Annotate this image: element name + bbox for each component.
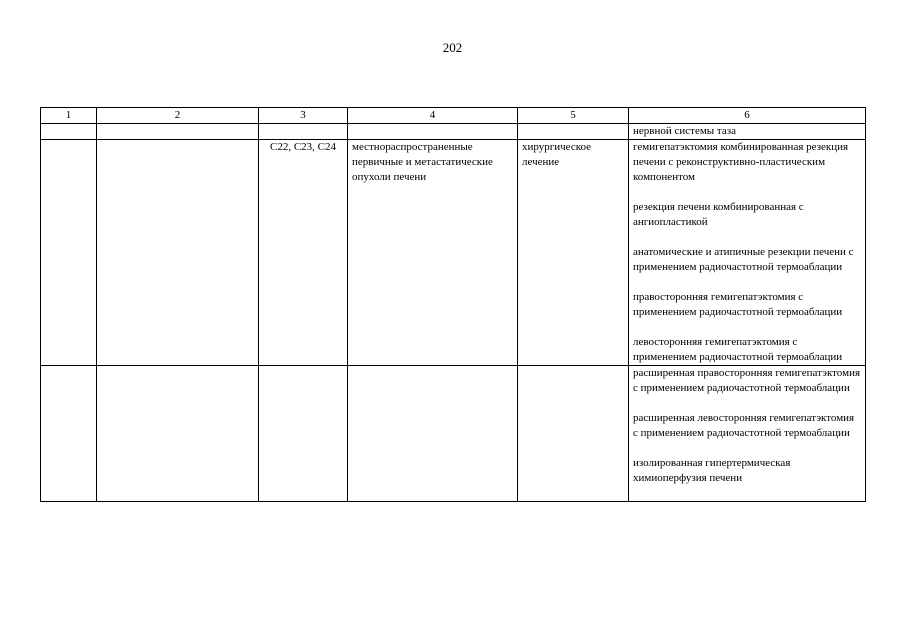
treatment-method: гемигепатэктомия комбинированная резекция печени с реконструктивно-пластическим компонентом: [633, 141, 849, 183]
cell-col1: [41, 366, 97, 502]
column-header: 5: [518, 108, 629, 124]
table-row: [41, 124, 866, 140]
treatment-method: правосторонняя гемигепатэктомия с применением радиочастотной термоаблации: [633, 291, 843, 318]
cell-col2: [97, 124, 259, 140]
table-row: [41, 366, 866, 502]
column-header: 4: [348, 108, 518, 124]
cell-col5: [518, 124, 629, 140]
treatment-method: левосторонняя гемигепатэктомия с применением радиочастотной термоаблации: [633, 336, 843, 363]
treatment-method: анатомические и атипичные резекции печени с применением радиочастотной термоаблации: [633, 246, 854, 273]
treatment-method: расширенная правосторонняя гемигепатэктомия с применением радиочастотной термоаблации: [633, 367, 861, 394]
cell-col6: [629, 124, 866, 140]
page-number: 202: [442, 40, 463, 55]
cell-col4: [348, 366, 518, 502]
cell-col1: [41, 140, 97, 366]
document-table: [40, 107, 866, 502]
cell-col3: [259, 366, 348, 502]
column-header: 1: [41, 108, 97, 124]
cell-col4: [348, 124, 518, 140]
cell-col6: [629, 140, 866, 366]
treatment-method: нервной системы таза: [633, 125, 736, 137]
column-header: 2: [97, 108, 259, 124]
disease-model: местнораспространенные первичные и метастатические опухоли печени: [348, 140, 518, 366]
treatment-method: резекция печени комбинированная с ангиопластикой: [633, 201, 804, 228]
cell-col6: [629, 366, 866, 502]
cell-col5: [518, 366, 629, 502]
table-row: [41, 140, 866, 366]
treatment-method: расширенная левосторонняя гемигепатэктомия с применением радиочастотной термоаблации: [633, 412, 855, 439]
cell-col1: [41, 124, 97, 140]
icd-codes: C22, C23, C24: [259, 140, 348, 366]
cell-col3: [259, 124, 348, 140]
treatment-type: хирургическое лечение: [518, 140, 629, 366]
treatment-method: изолированная гипертермическая химиоперфузия печени: [633, 457, 791, 484]
cell-col2: [97, 366, 259, 502]
table-header-row: [41, 108, 866, 124]
column-header: 6: [629, 108, 866, 124]
column-header: 3: [259, 108, 348, 124]
cell-col2: [97, 140, 259, 366]
